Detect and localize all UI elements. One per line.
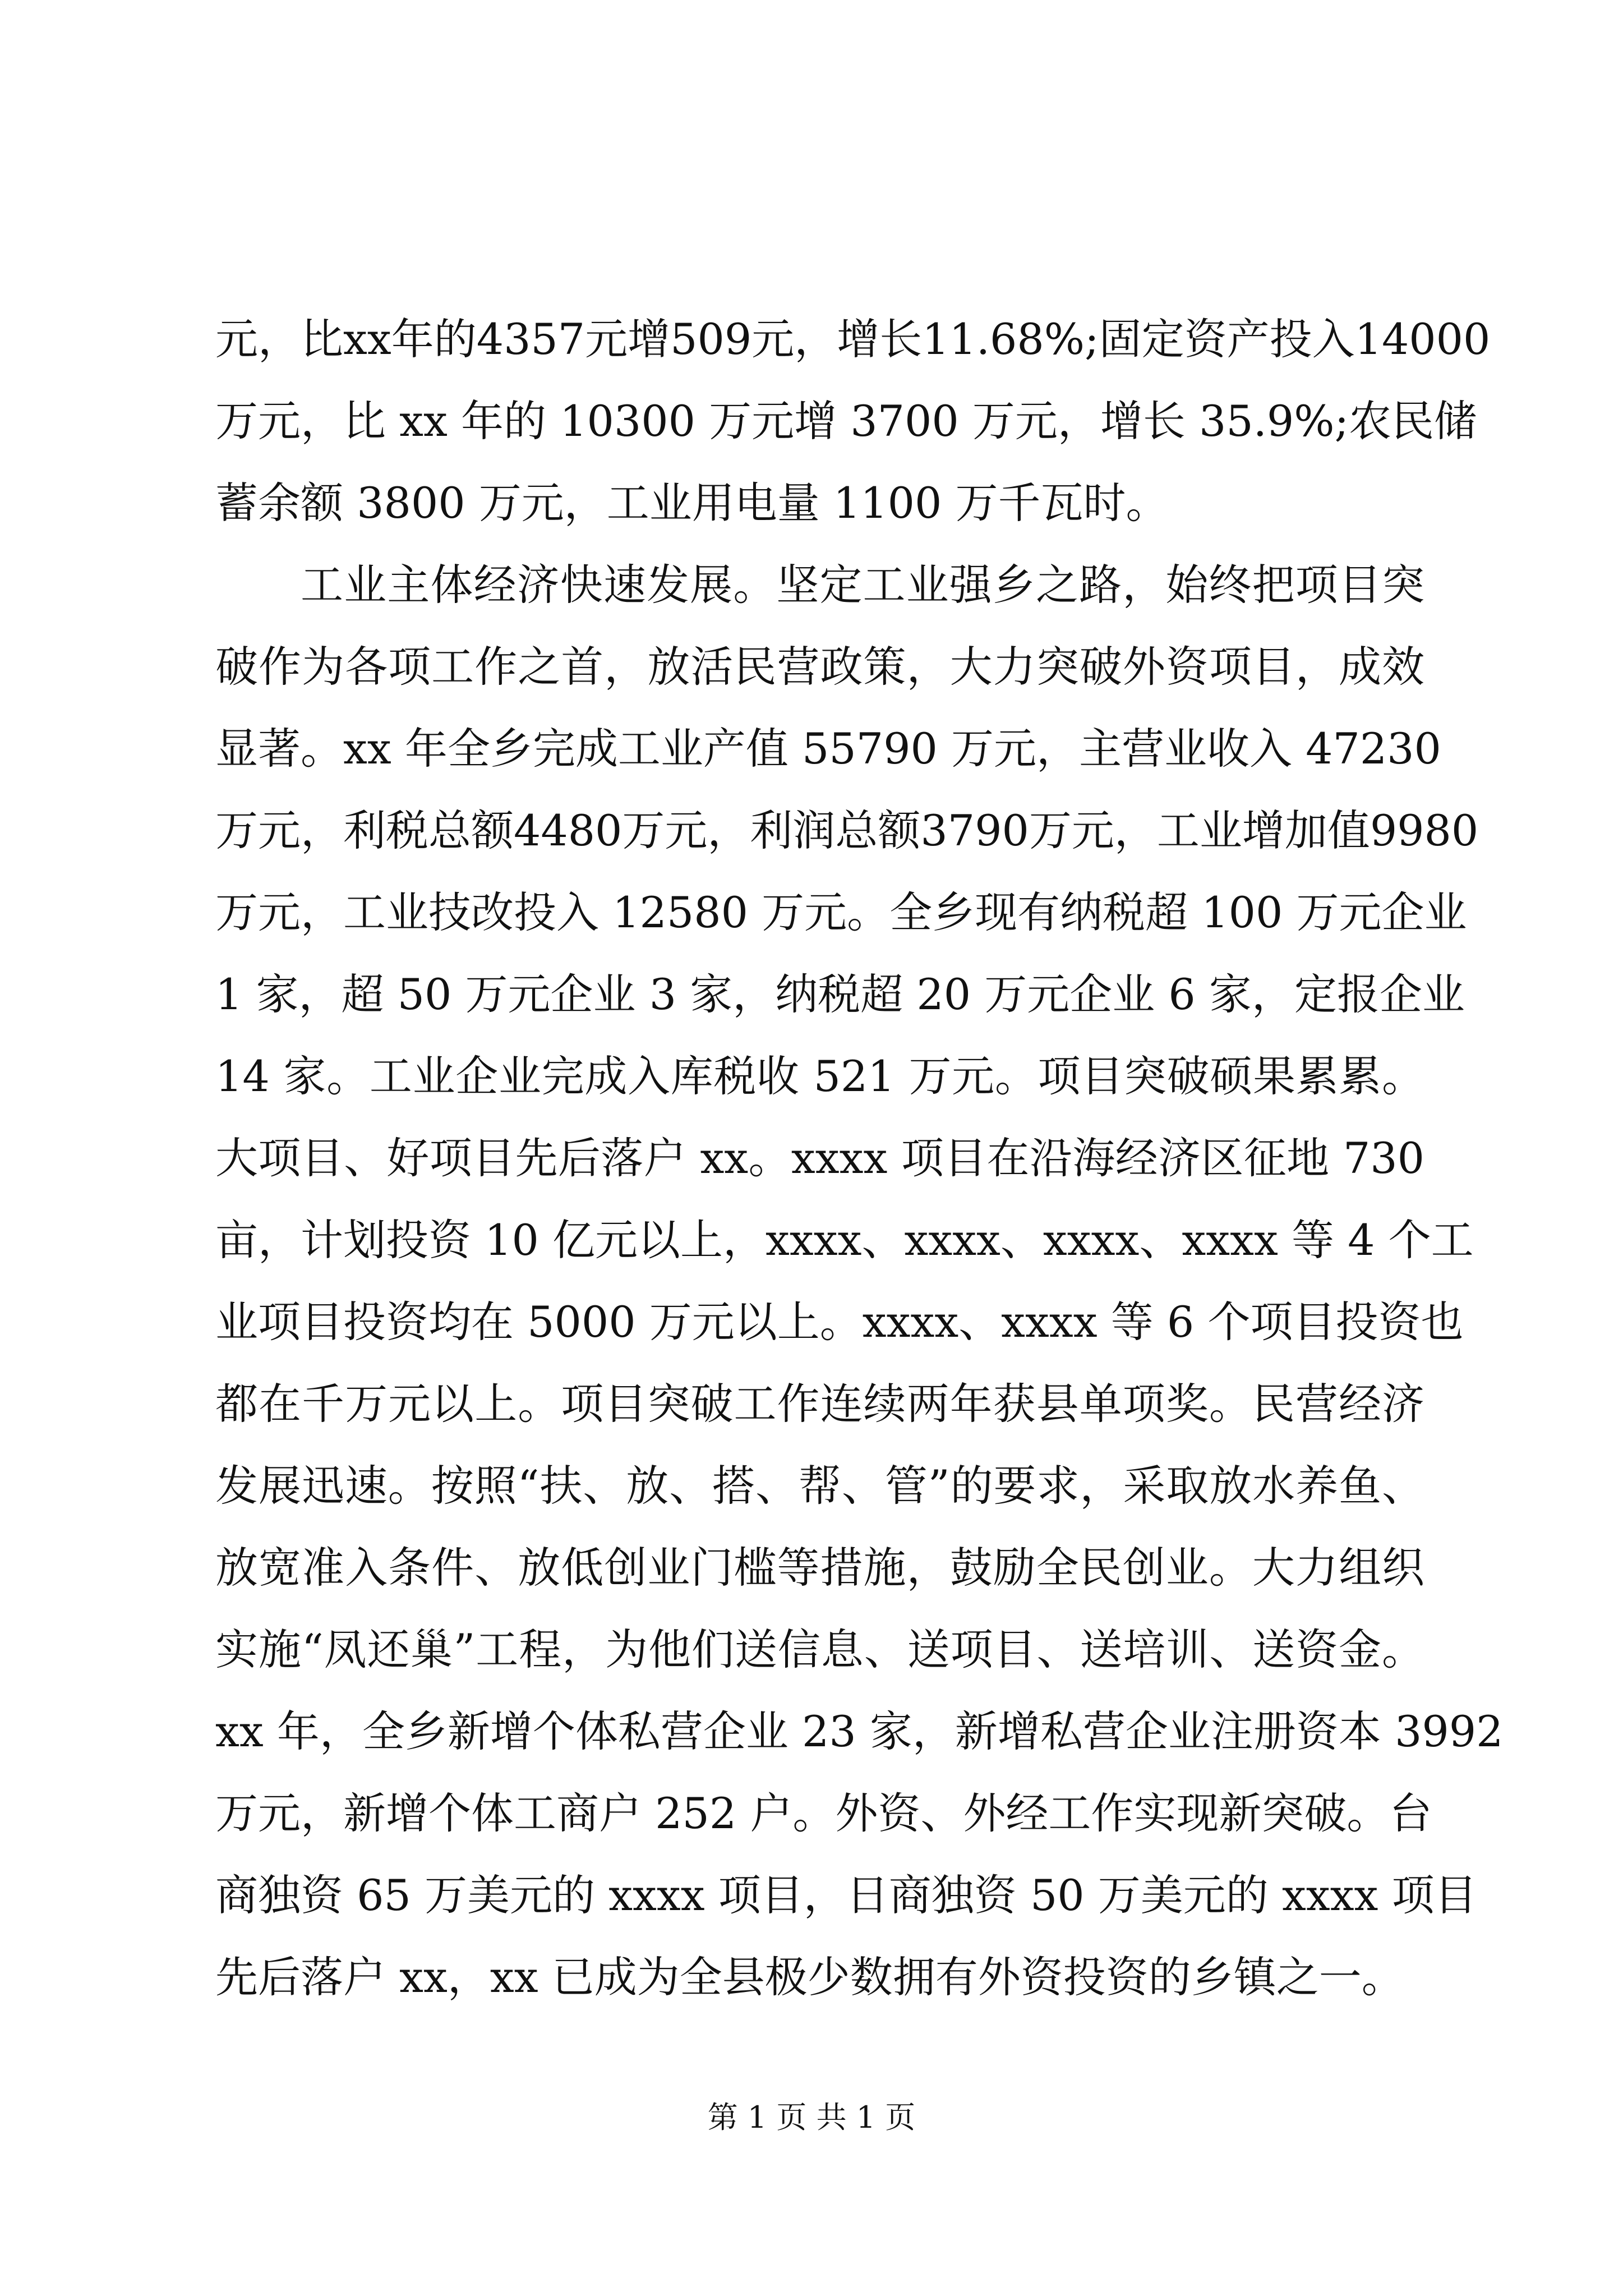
paragraph-2-line-3: 显著。xx 年全乡完成工业产值 55790 万元，主营业收入 47230 [215,724,1441,774]
paragraph-2-line-15: xx 年，全乡新增个体私营企业 23 家，新增私营企业注册资本 3992 [215,1706,1504,1756]
paragraph-2-line-8: 大项目、好项目先后落户 xx。xxxx 项目在沿海经济区征地 730 [215,1133,1424,1183]
paragraph-2-line-11: 都在千万元以上。项目突破工作连续两年获县单项奖。民营经济 [215,1379,1424,1429]
paragraph-2-line-2: 破作为各项工作之首，放活民营政策，大力突破外资项目，成效 [215,642,1424,692]
paragraph-2-line-17: 商独资 65 万美元的 xxxx 项目，日商独资 50 万美元的 xxxx 项目 [215,1870,1477,1920]
paragraph-2-line-9: 亩，计划投资 10 亿元以上，xxxx、xxxx、xxxx、xxxx 等 4 个工 [215,1215,1474,1265]
paragraph-2-line-7: 14 家。工业企业完成入库税收 521 万元。项目突破硕果累累。 [215,1051,1424,1101]
paragraph-2-line-10: 业项目投资均在 5000 万元以上。xxxx、xxxx 等 6 个项目投资也 [215,1297,1464,1347]
paragraph-1-line-2: 万元，比 xx 年的 10300 万元增 3700 万元，增长 35.9%;农民储 [215,396,1477,446]
paragraph-2-line-5: 万元，工业技改投入 12580 万元。全乡现有纳税超 100 万元企业 [215,887,1467,937]
paragraph-2-line-12: 发展迅速。按照“扶、放、搭、帮、管”的要求，采取放水养鱼、 [215,1461,1424,1511]
page-footer: 第 1 页 共 1 页 [707,2100,916,2135]
paragraph-2-line-16: 万元，新增个体工商户 252 户。外资、外经工作实现新突破。台 [215,1788,1432,1838]
paragraph-2-line-13: 放宽准入条件、放低创业门槛等措施，鼓励全民创业。大力组织 [215,1543,1424,1593]
paragraph-2-line-14: 实施“凤还巢”工程，为他们送信息、送项目、送培训、送资金。 [215,1625,1424,1674]
paragraph-2-line-6: 1 家，超 50 万元企业 3 家，纳税超 20 万元企业 6 家，定报企业 [215,969,1465,1019]
paragraph-2-line-4: 万元，利税总额4480万元，利润总额3790万元，工业增加值9980 [215,806,1479,855]
paragraph-1-line-3: 蓄余额 3800 万元，工业用电量 1100 万千瓦时。 [215,478,1169,528]
paragraph-1-line-1: 元，比xx年的4357元增509元，增长11.68%;固定资产投入14000 [215,314,1491,364]
paragraph-2-line-18: 先后落户 xx，xx 已成为全县极少数拥有外资投资的乡镇之一。 [215,1952,1404,2002]
paragraph-2-line-1: 工业主体经济快速发展。坚定工业强乡之路，始终把项目突 [301,560,1424,610]
